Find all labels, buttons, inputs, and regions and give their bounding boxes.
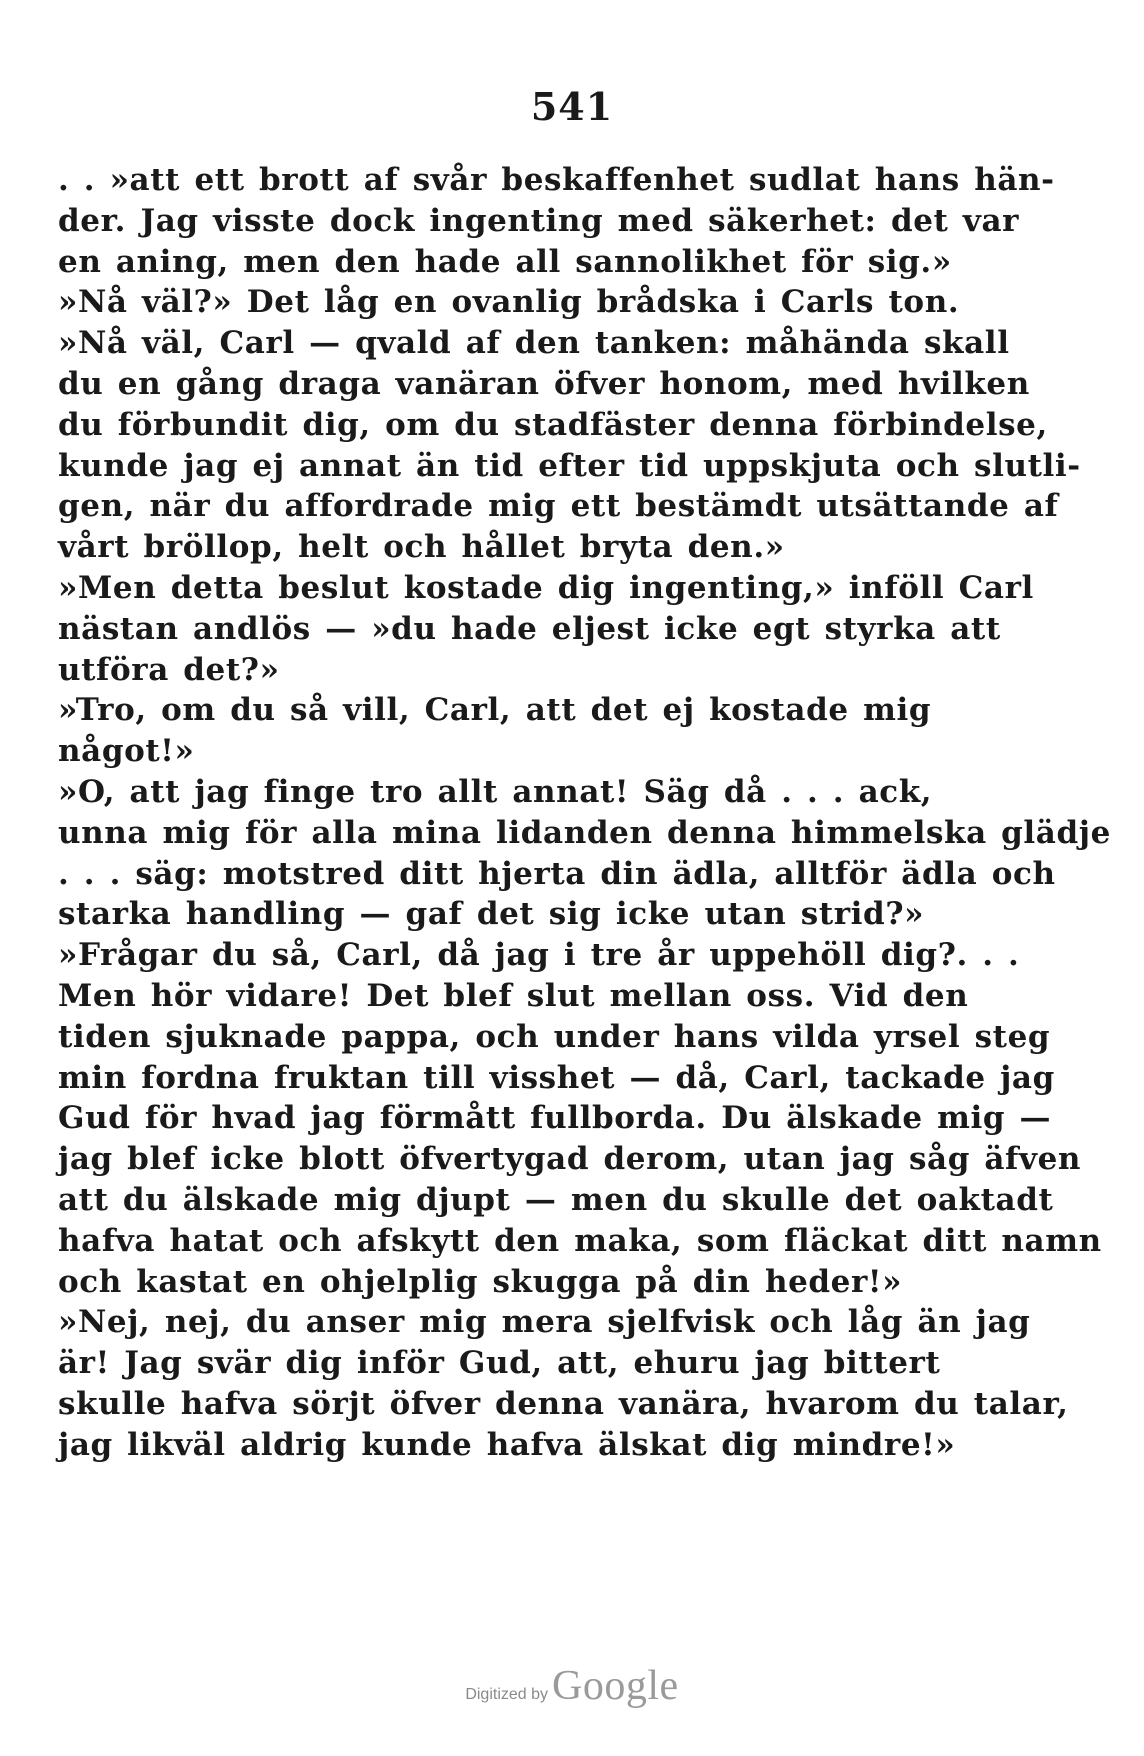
text-line: kunde jag ej annat än tid efter tid uppskjuta och slutli- bbox=[58, 447, 1081, 484]
text-line: skulle hafva sörjt öfver denna vanära, hvarom du talar, bbox=[58, 1385, 1069, 1422]
text-line: att du älskade mig djupt — men du skulle det oaktadt bbox=[58, 1181, 1054, 1218]
text-line: starka handling — gaf det sig icke utan strid?» bbox=[58, 896, 925, 933]
text-line: du förbundit dig, om du stadfäster denna förbindelse, bbox=[58, 406, 1048, 443]
text-line: Men hör vidare! Det blef slut mellan oss. Vid den bbox=[58, 977, 969, 1014]
text-line: . . . säg: motstred ditt hjerta din ädla, alltför ädla och bbox=[58, 855, 1056, 892]
text-line: är! Jag svär dig inför Gud, att, ehuru jag bittert bbox=[58, 1345, 941, 1382]
text-line: något!» bbox=[58, 733, 195, 770]
text-line: vårt bröllop, helt och hållet bryta den.» bbox=[58, 529, 785, 566]
page-number: 541 bbox=[530, 84, 614, 129]
text-line: tiden sjuknade pappa, och under hans vilda yrsel steg bbox=[58, 1018, 1051, 1055]
text-line: »Nej, nej, du anser mig mera sjelfvisk och låg än jag bbox=[58, 1304, 1031, 1341]
text-line: »Nå väl?» Det låg en ovanlig brådska i Carls ton. bbox=[58, 284, 960, 321]
text-line: en aning, men den hade all sannolikhet för sig.» bbox=[58, 243, 952, 280]
google-logo: Google bbox=[552, 1663, 679, 1709]
text-line: unna mig för alla mina lidanden denna himmelska glädje bbox=[58, 814, 1111, 851]
text-line: »Nå väl, Carl — qvald af den tanken: måhända skall bbox=[58, 325, 1010, 362]
text-line: Gud för hvad jag förmått fullborda. Du älskade mig — bbox=[58, 1100, 1052, 1137]
text-line: . . »att ett brott af svår beskaffenhet sudlat hans hän- bbox=[58, 162, 1055, 198]
text-line: gen, när du affordrade mig ett bestämdt utsättande af bbox=[58, 488, 1059, 525]
text-line: jag blef icke blott öfvertygad derom, utan jag såg äfven bbox=[58, 1141, 1082, 1178]
text-body bbox=[58, 160, 1111, 1466]
text-line: och kastat en ohjelplig skugga på din heder!» bbox=[58, 1263, 903, 1300]
text-line: »Frågar du så, Carl, då jag i tre år uppehöll dig?. . . bbox=[58, 937, 1020, 974]
text-line: hafva hatat och afskytt den maka, som fläckat ditt namn bbox=[58, 1222, 1102, 1259]
text-line: jag likväl aldrig kunde hafva älskat dig mindre!» bbox=[58, 1426, 956, 1463]
digitized-watermark bbox=[0, 1662, 1144, 1710]
text-line: »Tro, om du så vill, Carl, att det ej kostade mig bbox=[58, 692, 932, 729]
text-line: du en gång draga vanäran öfver honom, med hvilken bbox=[58, 365, 1030, 402]
watermark-prefix: Digitized by bbox=[465, 1686, 549, 1703]
text-line: min fordna fruktan till visshet — då, Carl, tackade jag bbox=[58, 1059, 1055, 1096]
text-line: »Men detta beslut kostade dig ingenting,» inföll Carl bbox=[58, 569, 1034, 606]
text-line: utföra det?» bbox=[58, 651, 280, 688]
text-line: der. Jag visste dock ingenting med säkerhet: det var bbox=[58, 202, 1020, 239]
text-line: nästan andlös — »du hade eljest icke egt styrka att bbox=[58, 610, 1001, 647]
text-line: »O, att jag finge tro allt annat! Säg då . . . ack, bbox=[58, 773, 933, 810]
